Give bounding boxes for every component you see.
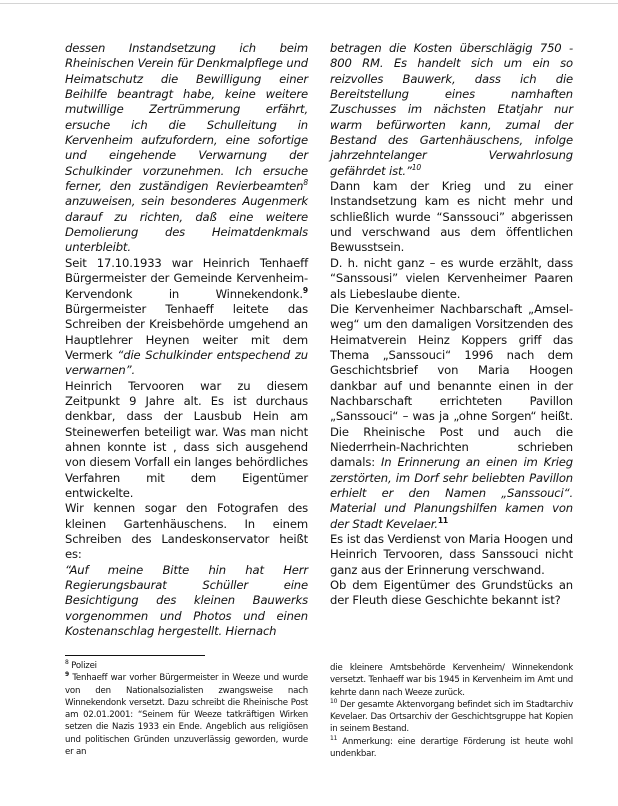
footnote-9-text: Tenhaeff war vorher Bürgermeister in Weeze und wurde von den Nationalsozialisten zwangsweise nach Winnekendonk versetzt. Dazu schreibt die Rheinische Post am 02.01.2001: “Seinem für Weeze tatkräftigen Wirken setzen die Nazis 1933 ein Ende. Angeblich aus religiösen und politischen Gründen unzuverlässig geworden, wurde er an	[65, 673, 308, 758]
press-quote: In Erinnerung an einen im Krieg zerstörten, im Dorf sehr beliebten Pavillon erhielt er den Namen „Sanssouci“. Material und Planungshilfen kamen von der Stadt Kevelaer.	[330, 455, 574, 531]
footnote-8	[65, 660, 308, 672]
footnote-8-text: Polizei	[68, 661, 97, 671]
footnotes-right	[330, 662, 573, 760]
quote-paragraph-continuation	[65, 41, 308, 256]
tenhaeff-text-1: Seit 17.10.1933 war Heinrich Tenhaeff Bürgermeister der Gemeinde Kervenheim-Kervendonk in Winnekendonk.	[65, 255, 308, 301]
nachbarschaft-text: Die Kervenheimer Nachbarschaft „Amsel-weg“ um den damaligen Vorsitzenden des Heimatverein Heinz Koppers griff das Thema „Sanssouci“ 1996 nach dem Geschichtsbrief von Maria Hoogen dankbar auf und benannte einen in der Nachbarschaft errichteten Pavillon „Sanssouci“ – was ja „ohne Sorgen“ heißt. Die Rheinische Post und auch die Niederrhein-Nachrichten schrieben damals:	[330, 301, 573, 470]
footnote-11-number: 11	[330, 734, 338, 742]
footnote-ref-8[interactable]: 8	[303, 178, 308, 188]
footnote-separator	[65, 655, 205, 656]
quote-landeskonservator	[65, 563, 308, 640]
landeskonservator-quote-text: “Auf meine Bitte hin hat Herr Regierungsbaurat Schüller eine Besichtigung des kleinen Bauwerks vorgenommen und Photos und einen Kostenanschlag hergestellt. Hiernach	[65, 562, 308, 639]
quote-text-part-1: dessen Instandsetzung ich beim Rheinischen Verein für Denkmalpflege und Heimatschutz die Bewilligung einer Beihilfe beantragt habe, keine weitere mutwillige Zertrümmerung erfährt, ersuche ich die Schulleitung in Kervenheim aufzufordern, eine sofortige und eingehende Verwarnung der Schulkinder vorzunehmen. Ich ersuche ferner, den zuständigen Revierbeamten	[65, 41, 308, 194]
footnote-10-number: 10	[330, 697, 338, 705]
left-column	[65, 41, 308, 639]
footnote-11	[330, 736, 573, 761]
footnote-8-number: 8	[65, 659, 69, 666]
paragraph-frage: Ob dem Eigentümer des Grundstücks an der Fleuth diese Geschichte bekannt ist?	[330, 578, 573, 608]
paragraph-krieg: Dann kam der Krieg und zu einer Instandsetzung kam es nicht mehr und schließlich wurde “Sanssouci” abgerissen und verschwand aus dem öffentlichen Bewusstsein.	[330, 179, 573, 255]
footnote-10	[330, 699, 573, 736]
footnote-ref-9[interactable]: 9	[302, 285, 308, 295]
right-column	[330, 41, 573, 609]
footnote-9-number: 9	[65, 671, 69, 679]
footnote-ref-11[interactable]: 11	[437, 515, 448, 525]
footnote-11-text: Anmerkung: eine derartige Förderung ist heute wohl undenkbar.	[330, 736, 573, 760]
paragraph-liebeslaube: D. h. nicht ganz – es wurde erzählt, dass “Sanssousi” vielen Kervenheimer Paaren als Liebeslaube diente.	[330, 255, 573, 301]
quote-text-part-2: anzuweisen, sein besonderes Augenmerk darauf zu richten, daß eine weitere Demolierung des Heimatdenkmals unterbleibt.	[65, 194, 308, 255]
page-top-border	[0, 3, 618, 4]
quote-costs-continuation	[330, 41, 573, 179]
footnote-ref-10[interactable]: 10	[411, 162, 422, 172]
footnote-9	[65, 672, 308, 758]
paragraph-tervooren: Heinrich Tervooren war zu diesem Zeitpunkt 9 Jahre alt. Es ist durchaus denkbar, dass der Lausbub Hein am Steinewerfen beteiligt war. Was man nicht ahnen konnte ist , dass sich ausgehend von diesem Vorfall ein langes behördliches Verfahren mit dem Eigentümer entwickelte.	[65, 378, 308, 500]
footnote-9-continued: die kleinere Amtsbehörde Kervenheim/ Winnekendonk versetzt. Tenhaeff war bis 1945 in Kervenheim im Amt und kehrte dann nach Weeze zurück.	[330, 663, 573, 698]
paragraph-fotograf: Wir kennen sogar den Fotografen des kleinen Gartenhäuschens. In einem Schreiben des Landeskonservator heißt es:	[65, 501, 308, 562]
footnote-10-text: Der gesamte Aktenvorgang befindet sich im Stadtarchiv Kevelaer. Das Ortsarchiv der Geschichtsgruppe hat Kopien in seinem Bestand.	[330, 699, 573, 735]
vermerk-quote: “die Schulkinder entspechend zu verwarnen”.	[65, 347, 308, 378]
paragraph-verdienst: Es ist das Verdienst von Maria Hoogen und Heinrich Tervooren, dass Sanssouci nicht ganz aus der Erinnerung verschwand.	[330, 532, 573, 577]
paragraph-nachbarschaft	[330, 302, 573, 532]
paragraph-tenhaeff	[65, 256, 308, 379]
footnotes-left	[65, 660, 308, 758]
costs-quote-text: betragen die Kosten überschlägig 750 - 800 RM. Es handelt sich um ein so reizvolles Bauwerk, dass ich die Bereitstellung eines namhaften Zuschusses im nächsten Etatjahr nur warm befürworten kann, zumal der Bestand des Gartenhäuschens, infolge jahrzehntelanger Verwahrlosung gefährdet ist.”	[330, 41, 573, 178]
tenhaeff-text-2: Bürgermeister Tenhaeff leitete das Schreiben der Kreisbehörde umgehend an Hauptlehrer Heynen weiter mit dem Vermerk	[65, 301, 308, 362]
